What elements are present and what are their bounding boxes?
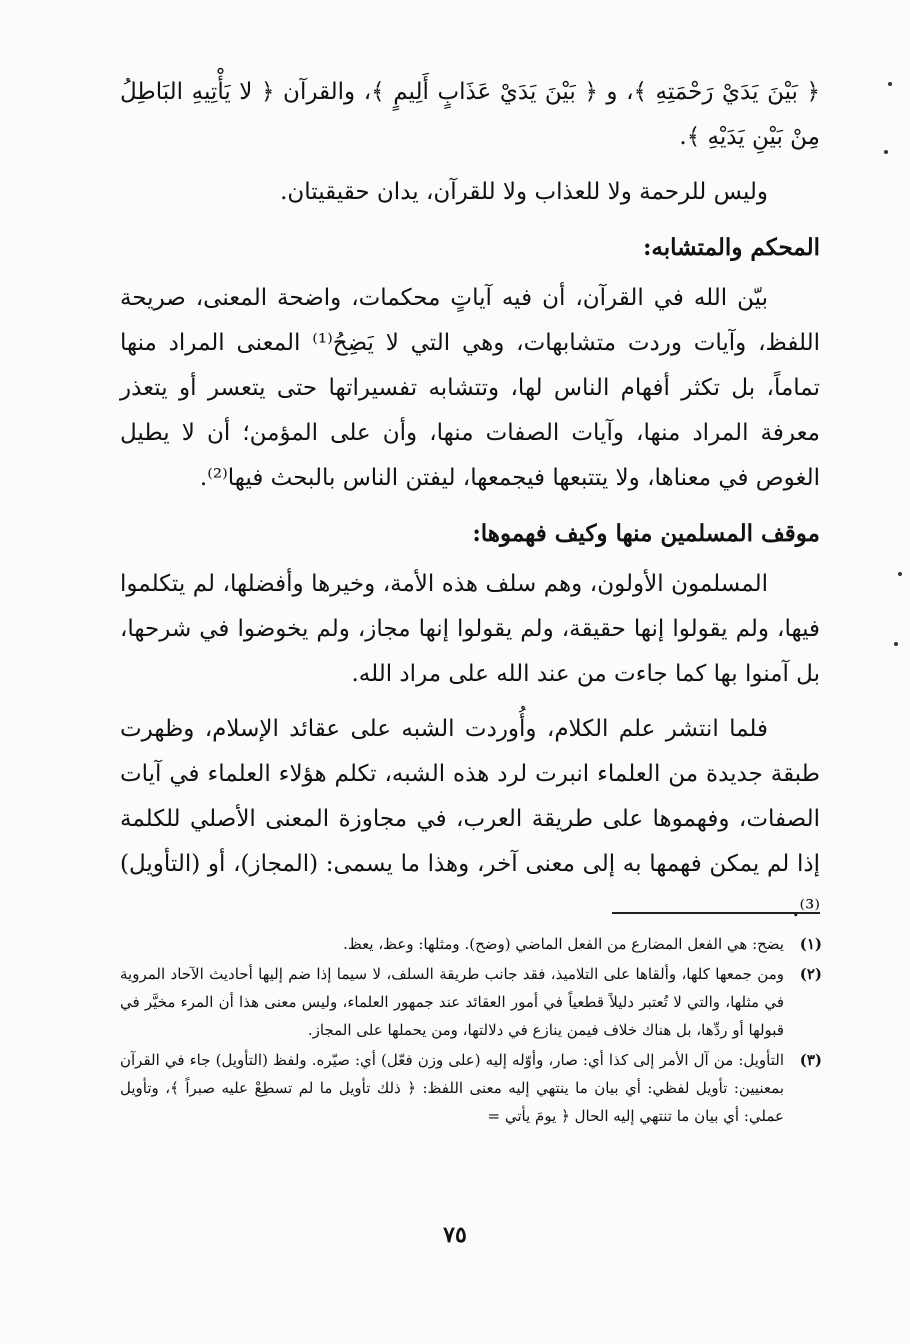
page-number: ٧٥ xyxy=(443,1222,467,1248)
scan-speck xyxy=(898,572,902,576)
section-heading-muslims-stance: موقف المسلمين منها وكيف فهموها: xyxy=(472,520,820,547)
section-2-paragraph-1: المسلمون الأولون، وهم سلف هذه الأمة، وخيرها وأفضلها، لم يتكلموا فيها، ولم يقولوا إنها حقيقة، ولم يقولوا إنها مجاز، ولم يخوضوا في شرحها، بل آمنوا بها كما جاءت من عند الله على مراد الله. xyxy=(120,571,820,687)
footnote-3 xyxy=(120,1046,822,1130)
footnote-text: يضح: هي الفعل المضارع من الفعل الماضي (وضح). ومثلها: وعظ، يعظ. xyxy=(343,935,784,953)
section-2-paragraph-2: فلما انتشر علم الكلام، وأُوردت الشبه على عقائد الإسلام، وظهرت طبقة جديدة من العلماء انبرت لرد هذه الشبه، تكلم هؤلاء العلماء في آيات الصفات، وفهموها على طريقة العرب، في مجاوزة المعنى الأصلي للكلمة إذا لم يمكن فهمها به إلى معنى آخر، وهذا ما يسمى: (المجاز)، أو (التأويل)⁽³⁾. xyxy=(120,716,820,922)
section-1-paragraph: بيّن الله في القرآن، أن فيه آياتٍ محكمات، واضحة المعنى، صريحة اللفظ، وآيات وردت متشابهات، وهي التي لا يَضِحُ⁽¹⁾ المعنى المراد منها تماماً، بل تكثر أفهام الناس لها، وتتشابه تفسيراتها حتى يتعسر أو يتعذر معرفة المراد منها، وآيات الصفات منها، وأن على المؤمن؛ أن لا يطيل الغوص في معناها، ولا يتتبعها فيجمعها، ليفتن الناس بالبحث فيها⁽²⁾. xyxy=(120,285,820,491)
footnote-2 xyxy=(120,960,822,1044)
main-text xyxy=(120,70,820,942)
footnote-number: (٢) xyxy=(799,965,822,983)
section-heading-muhkam: المحكم والمتشابه: xyxy=(642,234,820,261)
footnote-1 xyxy=(120,930,822,958)
footnote-separator xyxy=(612,912,820,914)
footnote-number: (١) xyxy=(799,935,822,953)
footnotes xyxy=(120,930,822,1132)
footnote-number: (٣) xyxy=(799,1051,822,1069)
scan-speck xyxy=(884,150,888,154)
intro-paragraph-2: وليس للرحمة ولا للعذاب ولا للقرآن، يدان حقيقيتان. xyxy=(280,179,768,205)
intro-paragraph-1: ﴿ بَيْنَ يَدَيْ رَحْمَتِهِ ﴾، و ﴿ بَيْنَ يَدَيْ عَذَابٍ أَلِيمٍ ﴾، والقرآن ﴿ لا يَأْتِيهِ البَاطِلُ مِنْ بَيْنِ يَدَيْهِ ﴾. xyxy=(120,79,820,150)
footnote-text: ومن جمعها كلها، وألقاها على التلاميذ، فقد جانب طريقة السلف، لا سيما إذا ضم إليها أحاديث الآحاد المروية في مثلها، والتي لا تُعتبر دليلاً قطعياً في أمور العقائد عند جمهور العلماء، وليس معنى هذا أن المرء مخيَّر في قبولها أو ردِّها، بل هناك خلاف فيمن ينازع في دلالتها، ومن يحملها على المجاز. xyxy=(120,965,784,1039)
footnote-text: التأويل: من آل الأمر إلى كذا أي: صار، وأوّله إليه (على وزن فعّل) أي: صيّره. ولفظ (التأويل) جاء في القرآن بمعنيين: تأويل لفظي: أي بيان ما ينتهي إليه معنى اللفظ: ﴿ ذلك تأويل ما لم تسطِعْ عليه صبراً ﴾، وتأويل عملي: أي بيان ما تنتهي إليه الحال ﴿ يومَ يأتي = xyxy=(120,1051,784,1125)
scan-speck xyxy=(888,82,892,86)
scan-speck xyxy=(894,642,898,646)
